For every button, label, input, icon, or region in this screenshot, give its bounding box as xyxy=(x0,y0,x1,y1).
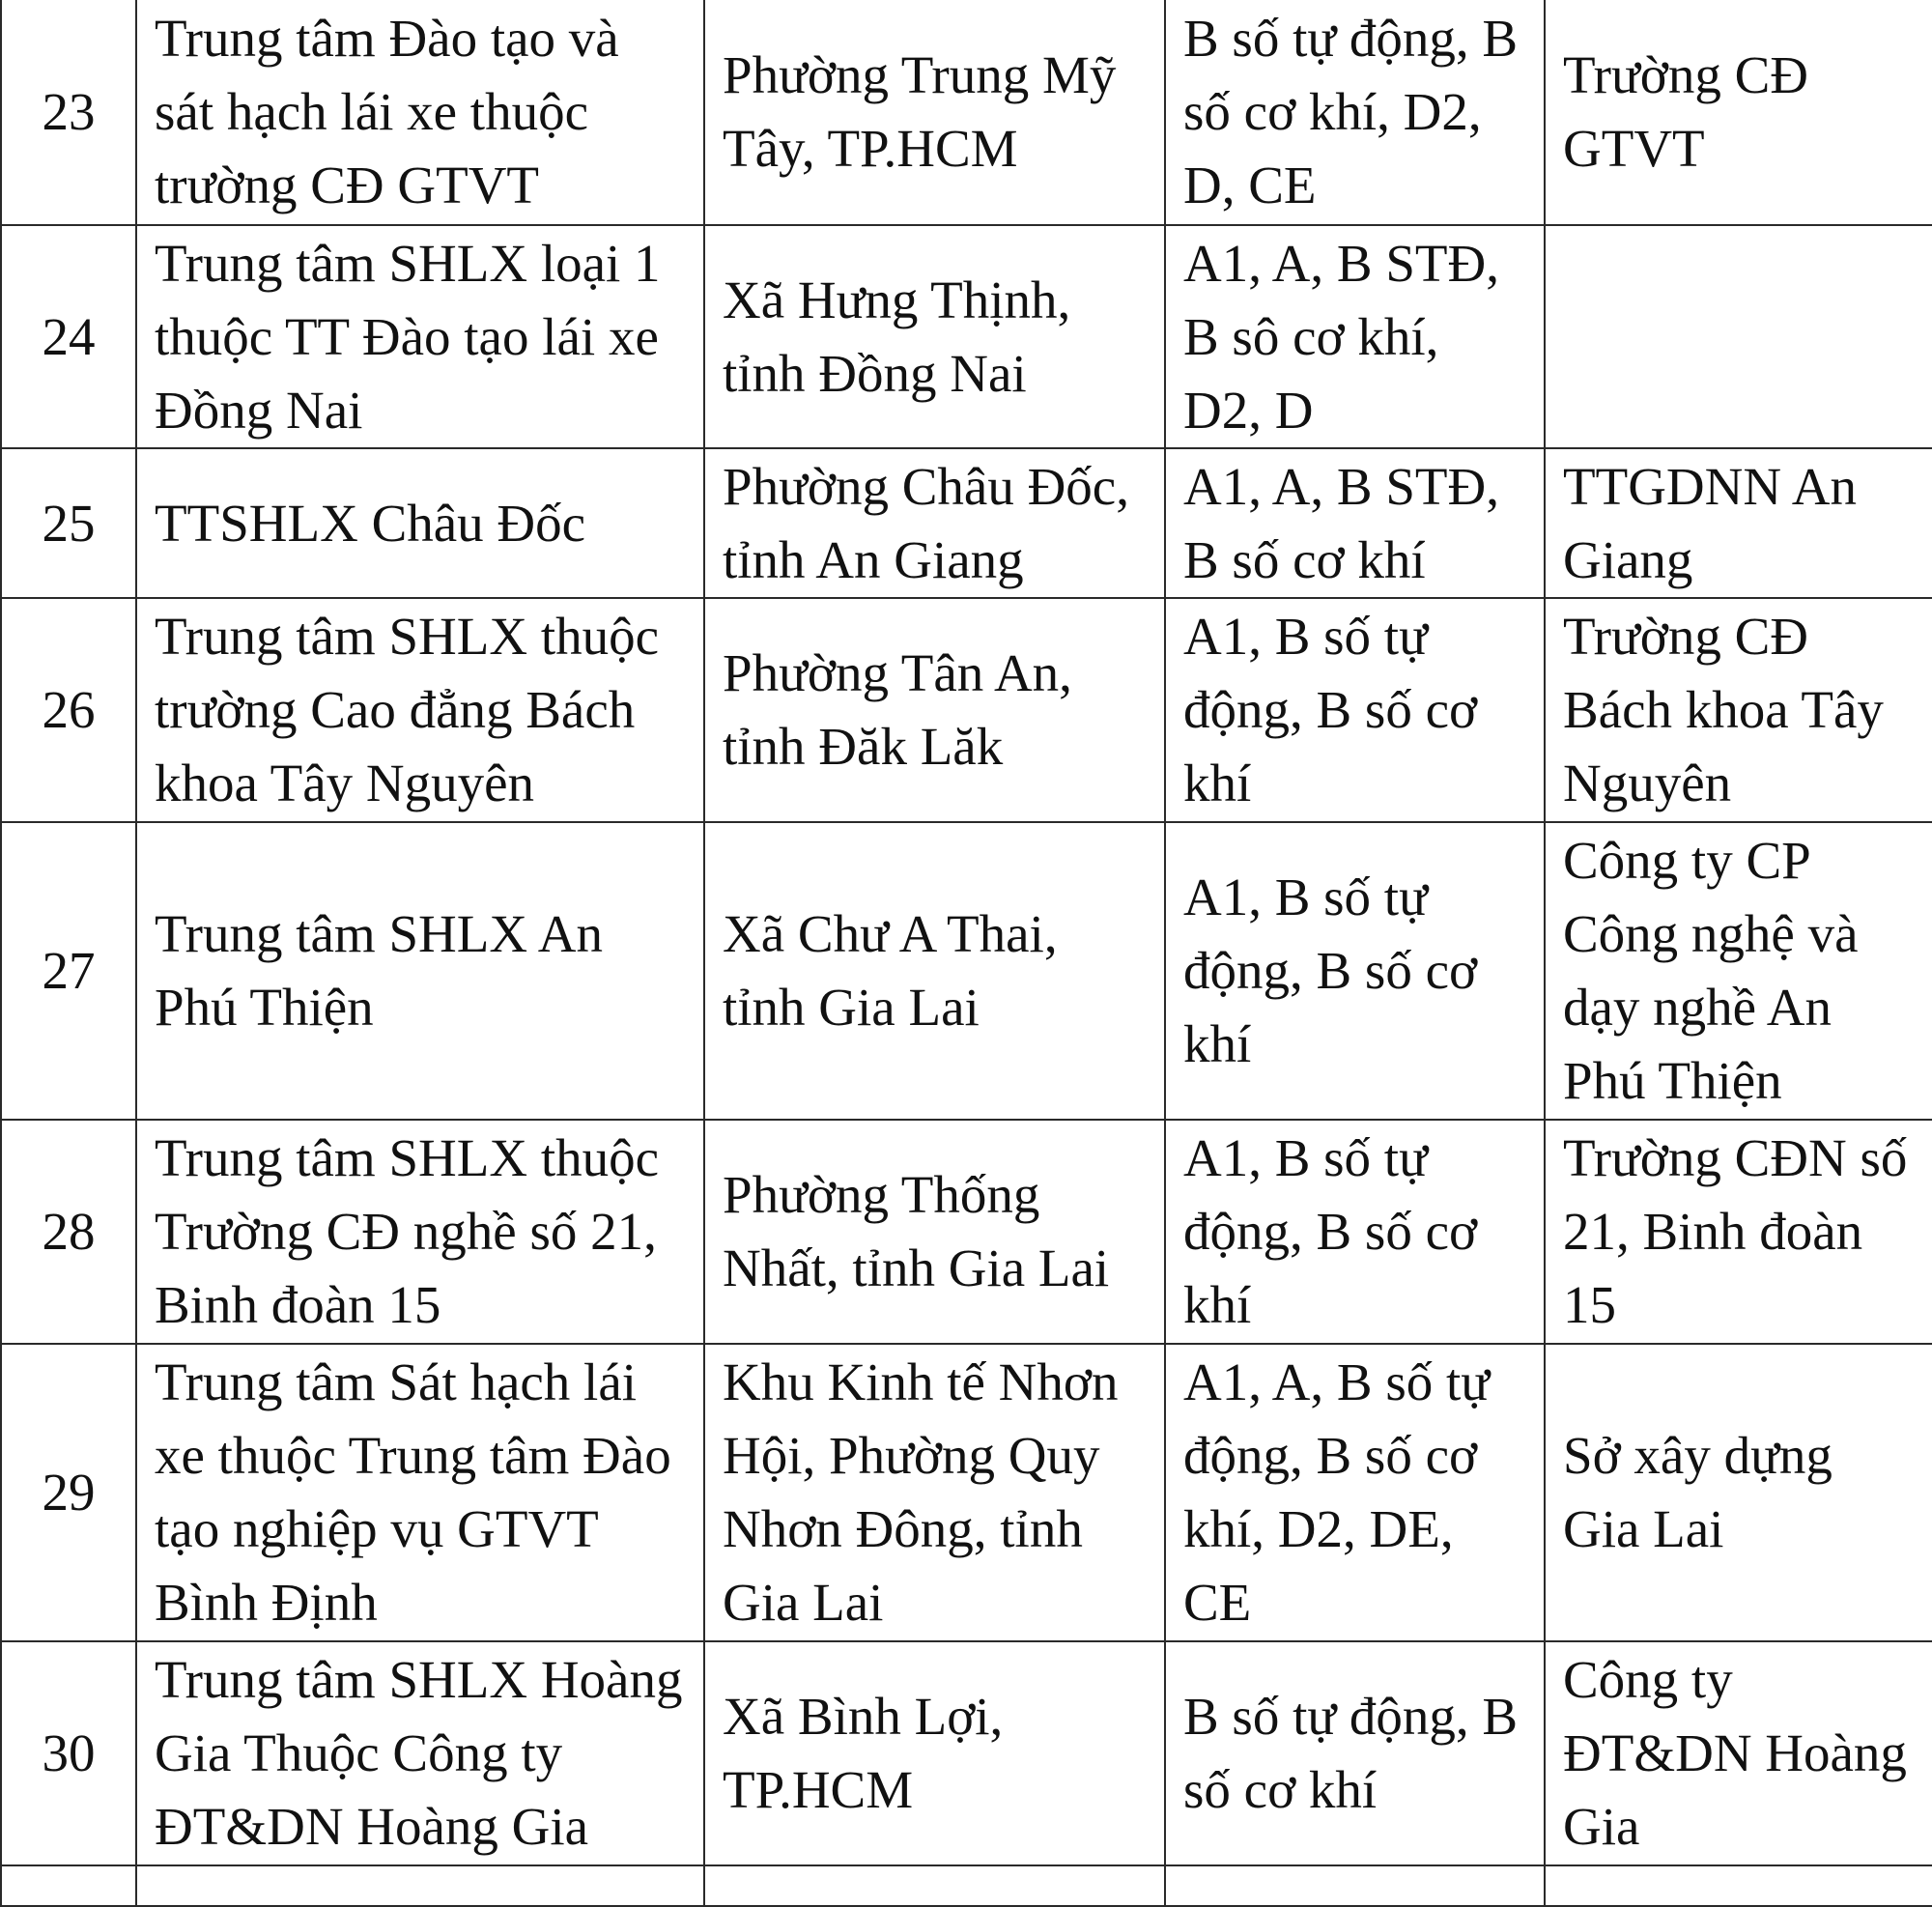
address-cell xyxy=(704,1120,1165,1344)
license-classes-cell xyxy=(1165,225,1545,448)
table-row xyxy=(1,1344,1932,1641)
address-cell xyxy=(704,0,1165,225)
address-cell xyxy=(704,1865,1165,1906)
owner-cell xyxy=(1545,822,1932,1120)
owner-cell xyxy=(1545,225,1932,448)
owner: Công ty CP Công nghệ và dạy nghề An Phú Thiện xyxy=(1563,831,1859,1110)
table-row xyxy=(1,822,1932,1120)
address-cell xyxy=(704,598,1165,822)
license-classes: A1, A, B số tự động, B số cơ khí, D2, DE, CE xyxy=(1183,1352,1491,1632)
center-name-cell xyxy=(136,1865,704,1906)
owner-cell xyxy=(1545,1344,1932,1641)
address: Xã Bình Lợi, TP.HCM xyxy=(723,1687,1004,1819)
row-number: 25 xyxy=(42,493,96,553)
owner-cell xyxy=(1545,1120,1932,1344)
license-classes-cell xyxy=(1165,598,1545,822)
owner: TTGDNN An Giang xyxy=(1563,456,1858,589)
center-name-cell xyxy=(136,0,704,225)
license-classes-cell xyxy=(1165,1120,1545,1344)
license-classes: A1, B số tự động, B số cơ khí xyxy=(1183,607,1478,812)
table-row xyxy=(1,0,1932,225)
address: Phường Thống Nhất, tỉnh Gia Lai xyxy=(723,1165,1110,1297)
owner-cell xyxy=(1545,1865,1932,1906)
row-number-cell xyxy=(1,1120,136,1344)
owner-cell xyxy=(1545,448,1932,598)
owner: Sở xây dựng Gia Lai xyxy=(1563,1426,1833,1558)
license-classes: A1, B số tự động, B số cơ khí xyxy=(1183,1128,1478,1334)
address: Xã Hưng Thịnh, tỉnh Đồng Nai xyxy=(723,270,1071,403)
row-number-cell xyxy=(1,448,136,598)
license-classes: A1, A, B STĐ, B sô cơ khí, D2, D xyxy=(1183,233,1499,440)
table-row-partial xyxy=(1,1865,1932,1906)
table-row xyxy=(1,1641,1932,1865)
license-classes-cell xyxy=(1165,822,1545,1120)
table-row xyxy=(1,225,1932,448)
address: Phường Trung Mỹ Tây, TP.HCM xyxy=(723,45,1117,178)
address-cell xyxy=(704,448,1165,598)
center-name-cell xyxy=(136,1641,704,1865)
center-name: TTSHLX Châu Đốc xyxy=(155,493,586,553)
center-name-cell xyxy=(136,225,704,448)
owner-cell xyxy=(1545,1641,1932,1865)
row-number-cell xyxy=(1,822,136,1120)
license-classes-cell xyxy=(1165,0,1545,225)
row-number: 28 xyxy=(42,1202,96,1261)
center-name: Trung tâm SHLX An Phú Thiện xyxy=(155,904,604,1037)
center-name: Trung tâm Đào tạo và sát hạch lái xe thuộc trường CĐ GTVT xyxy=(155,9,619,214)
address-cell xyxy=(704,1344,1165,1641)
center-name: Trung tâm SHLX loại 1 thuộc TT Đào tạo lái xe Đồng Nai xyxy=(155,233,661,440)
owner: Trường CĐN số 21, Binh đoàn 15 xyxy=(1563,1128,1908,1334)
address-cell xyxy=(704,225,1165,448)
license-classes: B số tự động, B số cơ khí xyxy=(1183,1687,1519,1819)
row-number-cell xyxy=(1,225,136,448)
license-classes-cell xyxy=(1165,1641,1545,1865)
row-number: 23 xyxy=(42,82,96,141)
center-name-cell xyxy=(136,598,704,822)
row-number-cell xyxy=(1,1641,136,1865)
address: Phường Tân An, tỉnh Đăk Lăk xyxy=(723,643,1072,776)
row-number-cell xyxy=(1,598,136,822)
center-name: Trung tâm SHLX thuộc trường Cao đẳng Bách khoa Tây Nguyên xyxy=(155,607,660,812)
license-classes: A1, A, B STĐ, B số cơ khí xyxy=(1183,456,1499,589)
owner: Trường CĐ Bách khoa Tây Nguyên xyxy=(1563,607,1884,812)
center-name-cell xyxy=(136,1344,704,1641)
table-row xyxy=(1,598,1932,822)
license-classes: A1, B số tự động, B số cơ khí xyxy=(1183,868,1478,1073)
address: Xã Chư A Thai, tỉnh Gia Lai xyxy=(723,904,1058,1037)
row-number: 29 xyxy=(42,1463,96,1522)
table-row xyxy=(1,1120,1932,1344)
license-classes-cell xyxy=(1165,448,1545,598)
row-number: 30 xyxy=(42,1723,96,1782)
license-classes-cell xyxy=(1165,1865,1545,1906)
row-number: 24 xyxy=(42,306,96,366)
center-name: Trung tâm SHLX thuộc Trường CĐ nghề số 21, Binh đoàn 15 xyxy=(155,1128,660,1334)
center-name-cell xyxy=(136,822,704,1120)
center-name-cell xyxy=(136,448,704,598)
row-number: 27 xyxy=(42,941,96,1000)
owner-cell xyxy=(1545,598,1932,822)
license-classes-cell xyxy=(1165,1344,1545,1641)
center-name: Trung tâm Sát hạch lái xe thuộc Trung tâm Đào tạo nghiệp vụ GTVT Bình Định xyxy=(155,1352,671,1632)
address: Khu Kinh tế Nhơn Hội, Phường Quy Nhơn Đông, tỉnh Gia Lai xyxy=(723,1352,1119,1632)
owner-cell xyxy=(1545,0,1932,225)
row-number-cell xyxy=(1,0,136,225)
row-number-cell xyxy=(1,1865,136,1906)
address: Phường Châu Đốc, tỉnh An Giang xyxy=(723,456,1129,589)
row-number-cell xyxy=(1,1344,136,1641)
table-row xyxy=(1,448,1932,598)
center-name: Trung tâm SHLX Hoàng Gia Thuộc Công ty ĐT&DN Hoàng Gia xyxy=(155,1650,683,1856)
owner: Công ty ĐT&DN Hoàng Gia xyxy=(1563,1650,1907,1856)
row-number: 26 xyxy=(42,680,96,739)
center-name-cell xyxy=(136,1120,704,1344)
address-cell xyxy=(704,1641,1165,1865)
address-cell xyxy=(704,822,1165,1120)
license-classes: B số tự động, B số cơ khí, D2, D, CE xyxy=(1183,9,1519,214)
owner: Trường CĐ GTVT xyxy=(1563,45,1809,178)
